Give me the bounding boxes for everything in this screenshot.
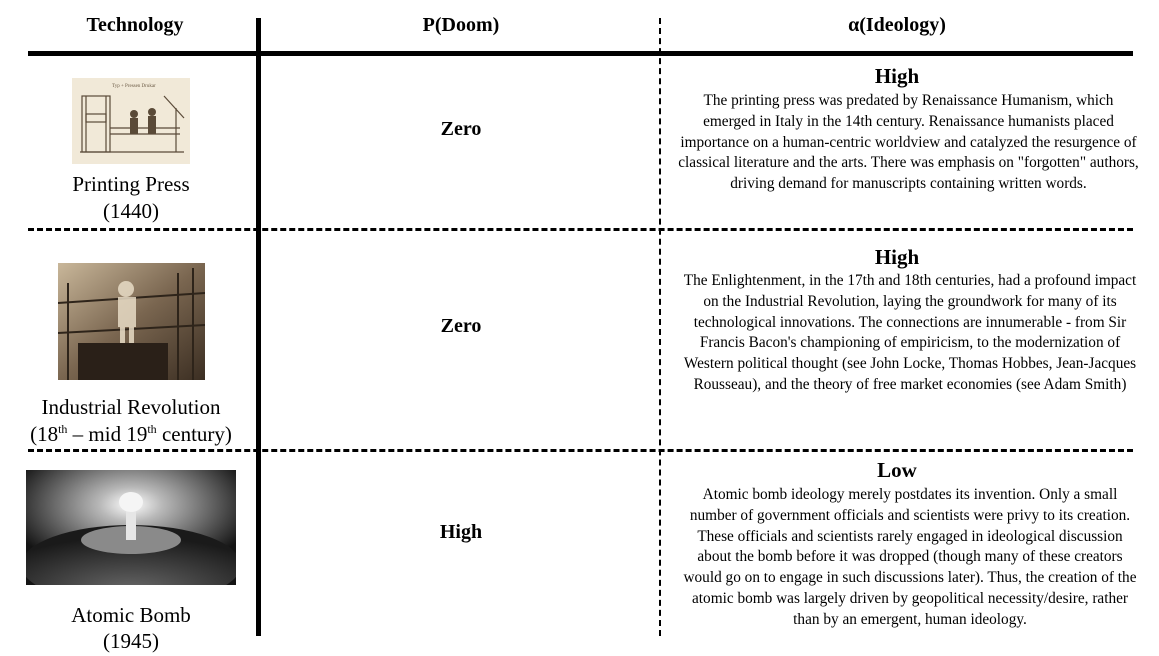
tech-name-printing-press: Printing Press — [72, 172, 190, 196]
tech-name-industrial-revolution: Industrial Revolution — [41, 395, 221, 419]
printing-press-image — [72, 78, 190, 164]
pdoom-printing-press: Zero — [440, 118, 482, 140]
tech-date-industrial-revolution: (18th – mid 19th century) — [30, 422, 232, 446]
row-divider-1 — [28, 228, 1133, 231]
ideology-level-industrial-revolution: High — [874, 245, 920, 269]
tech-name-atomic-bomb: Atomic Bomb — [71, 603, 191, 627]
industrial-revolution-image — [58, 263, 205, 380]
header-divider — [28, 51, 1133, 56]
tech-date-atomic-bomb: (1945) — [103, 629, 159, 653]
atomic-bomb-image — [26, 470, 236, 585]
tech-date-printing-press: (1440) — [103, 199, 159, 223]
ideology-level-printing-press: High — [874, 64, 920, 88]
pdoom-atomic-bomb: High — [439, 521, 483, 543]
pdoom-industrial-revolution: Zero — [440, 315, 482, 337]
row-divider-2 — [28, 449, 1133, 452]
press-image-caption: Typ + Pressen Drukar — [112, 84, 156, 89]
ideology-level-atomic-bomb: Low — [877, 458, 917, 482]
header-pdoom: P(Doom) — [422, 14, 500, 36]
ideology-text-printing-press: The printing press was predated by Renaissance Humanism, which emerged in Italy in the 14th century. Renaissance humanists placed importance on a human-centric worldview and catalyzed the resurgence of classical literature and the arts. There was emphasis on "forgotten" authors, driving demand for manuscripts containing written words. — [678, 92, 1139, 193]
header-ideology: α(Ideology) — [848, 14, 946, 36]
ideology-text-industrial-revolution: The Enlightenment, in the 17th and 18th centuries, had a profound impact on the Industrial Revolution, laying the groundwork for many of its technological innovations. The connections are innumerable - from Sir Francis Bacon's championing of empiricism, to the modernization of Western political thought (see John Locke, Thomas Hobbes, Jean-Jacques Rousseau), and the theory of free market economies (see Adam Smith) — [683, 272, 1137, 393]
header-technology: Technology — [86, 14, 184, 36]
ideology-text-atomic-bomb: Atomic bomb ideology merely postdates its invention. Only a small number of government officials and scientists were privy to its creation. These officials and scientists rarely engaged in ideological discussion about the bomb before it was dropped (though many of these creators would go on to engage in such discussions later). Thus, the creation of the atomic bomb was largely driven by geopolitical necessity/desire, rather than by an emergent, human ideology. — [683, 486, 1137, 628]
